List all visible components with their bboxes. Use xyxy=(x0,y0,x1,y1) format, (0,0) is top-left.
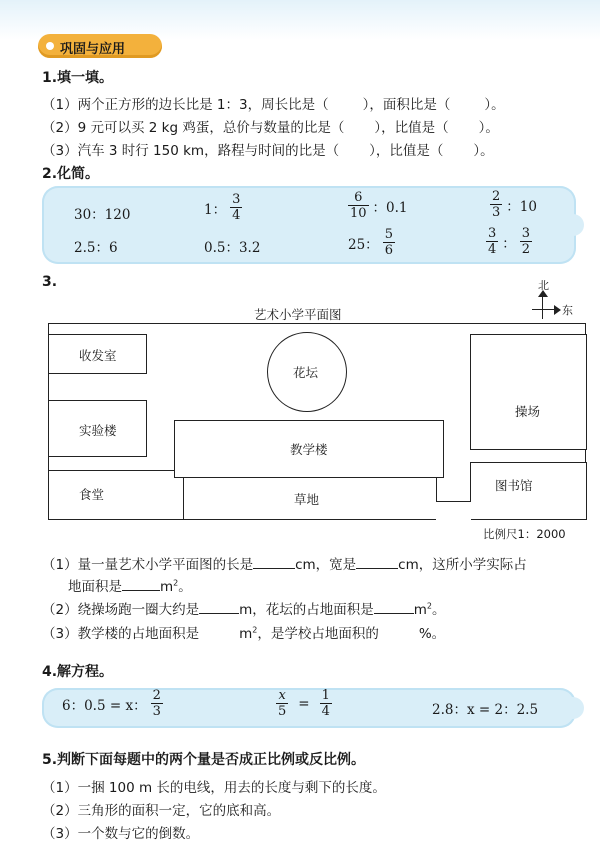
library-step xyxy=(436,501,471,521)
q1-item-text: ），比值是（ xyxy=(374,120,449,136)
q1-item-text: ）。 xyxy=(484,97,505,113)
q3-item-text: cm，这所小学实际占 xyxy=(398,557,527,573)
q3-title: 3. xyxy=(42,274,58,290)
q3-item-text: m，花坛的占地面积是 xyxy=(239,602,374,618)
q1-item-2 xyxy=(42,116,499,136)
q3-item-text: m xyxy=(413,602,427,618)
flower-bed-label: 花坛 xyxy=(293,365,319,380)
q3-item-label: （2） xyxy=(42,602,78,618)
q3-item-1-cont xyxy=(68,575,192,595)
teaching-label: 教学楼 xyxy=(290,442,328,457)
q3-item-text: %。 xyxy=(418,626,446,642)
playground-label: 操场 xyxy=(515,404,541,419)
q2-expr-5: 2.5：6 xyxy=(74,240,118,256)
compass-north-label: 北 xyxy=(538,279,549,292)
q3-item-3 xyxy=(42,622,445,642)
q1-item-1 xyxy=(42,93,505,113)
lawn-area xyxy=(183,477,437,520)
fraction: $\frac{3}{2}$ xyxy=(521,226,531,257)
playground-area xyxy=(470,334,587,450)
school-map xyxy=(48,323,586,519)
teaching-building xyxy=(174,420,444,478)
compass-icon xyxy=(532,281,582,321)
q2-expr-1: 30：120 xyxy=(74,207,131,223)
q1-item-text: 汽车 3 时行 150 km，路程与时间的比是（ xyxy=(77,143,340,159)
q2-expr-7: 25： $\frac{5}{6}$ xyxy=(348,227,393,258)
q5-item-label: （2） xyxy=(42,803,78,819)
q3-item-text: 绕操场跑一圈大约是 xyxy=(77,602,200,618)
fraction: $\frac{1}{4}$ xyxy=(321,688,330,719)
q5-item-text: 三角形的面积一定，它的底和高。 xyxy=(77,803,281,819)
q5-item-2 xyxy=(42,799,280,819)
q3-item-label: （3） xyxy=(42,626,78,642)
answer-blank[interactable] xyxy=(253,568,295,569)
bullet-dot-icon xyxy=(46,42,54,50)
q2-expr-6: 0.5：3.2 xyxy=(204,240,261,256)
q5-item-3 xyxy=(42,822,199,842)
q5-title: 5.判断下面每题中的两个量是否成正比例或反比例。 xyxy=(42,752,366,768)
q1-item-text: 9 元可以买 2 kg 鸡蛋，总价与数量的比是（ xyxy=(77,120,345,136)
q3-item-text: ，是学校占地面积的 xyxy=(257,626,379,642)
q4-equation-1: 6：0.5 = x： $\frac{2}{3}$ xyxy=(62,688,161,719)
q1-item-label: （1） xyxy=(42,97,78,113)
q4-title: 4.解方程。 xyxy=(42,664,114,680)
section-title: 巩固与应用 xyxy=(60,42,126,57)
q3-item-1 xyxy=(42,553,527,573)
q5-item-text: 一捆 100 m 长的电线，用去的长度与剩下的长度。 xyxy=(77,780,386,796)
superscript: 2 xyxy=(252,625,258,635)
fraction: $\frac{5}{6}$ xyxy=(384,227,393,258)
library-label: 图书馆 xyxy=(495,478,533,493)
answer-blank[interactable] xyxy=(356,568,398,569)
answer-blank[interactable] xyxy=(122,590,160,591)
q3-item-text: cm，宽是 xyxy=(295,557,357,573)
q3-item-label: （1） xyxy=(42,557,78,573)
q3-item-text: m xyxy=(160,579,174,595)
q1-item-text: ）。 xyxy=(478,120,499,136)
fraction: $\frac{2}{3}$ xyxy=(492,189,501,220)
q3-item-text: m xyxy=(239,626,253,642)
q1-item-text: ）。 xyxy=(473,143,494,159)
fraction: $\frac{2}{3}$ xyxy=(152,688,161,719)
q3-item-text: 。 xyxy=(432,602,446,618)
q2-expr-4: $\frac{2}{3}$ ：10 xyxy=(492,189,537,220)
lab-building xyxy=(48,400,147,457)
q3-item-text: 。 xyxy=(178,579,192,595)
fraction: $\frac{3}{4}$ xyxy=(232,192,241,223)
q5-item-label: （3） xyxy=(42,826,78,842)
q5-item-text: 一个数与它的倒数。 xyxy=(77,826,200,842)
q5-item-1 xyxy=(42,776,386,796)
q1-item-label: （2） xyxy=(42,120,78,136)
q4-equation-3: 2.8：x = 2：2.5 xyxy=(432,702,539,718)
lawn-label: 草地 xyxy=(294,492,320,507)
canteen-label: 食堂 xyxy=(79,487,105,502)
superscript: 2 xyxy=(173,578,179,588)
q1-item-label: （3） xyxy=(42,143,78,159)
q2-title: 2.化简。 xyxy=(42,166,100,182)
q1-item-text: 两个正方形的边长比是 1：3，周长比是（ xyxy=(77,97,329,113)
map-title: 艺术小学平面图 xyxy=(254,307,342,322)
lab-label: 实验楼 xyxy=(79,423,117,438)
q3-item-text: 地面积是 xyxy=(68,579,122,595)
q5-item-label: （1） xyxy=(42,780,78,796)
section-title-pill xyxy=(38,34,162,58)
fraction: $\frac{3}{4}$ xyxy=(488,226,497,257)
q1-title: 1.填一填。 xyxy=(42,70,114,86)
q1-item-text: ），比值是（ xyxy=(369,143,444,159)
flower-bed-circle xyxy=(267,332,347,412)
map-scale: 比例尺1：2000 xyxy=(483,527,566,541)
q3-item-2 xyxy=(42,598,446,618)
q3-item-text: 教学楼的占地面积是 xyxy=(77,626,200,642)
fraction: $\frac{6}{10}$ xyxy=(350,190,367,221)
q4-equation-2: $\frac{x}{5}$ = $\frac{1}{4}$ xyxy=(278,688,330,719)
superscript: 2 xyxy=(426,601,432,611)
library-building xyxy=(470,462,587,520)
fraction: $\frac{x}{5}$ xyxy=(278,688,287,719)
mailroom-building xyxy=(48,334,147,374)
compass-east-label: 东 xyxy=(562,304,573,317)
q2-expr-3: $\frac{6}{10}$ ：0.1 xyxy=(350,190,408,221)
answer-blank[interactable] xyxy=(199,613,239,614)
q1-item-3 xyxy=(42,139,494,159)
q1-item-text: ），面积比是（ xyxy=(362,97,451,113)
q3-item-text: 量一量艺术小学平面图的长是 xyxy=(77,557,254,573)
q2-expr-2: 1： $\frac{3}{4}$ xyxy=(204,192,241,223)
answer-blank[interactable] xyxy=(374,613,414,614)
q2-expr-8: $\frac{3}{4}$ ： $\frac{3}{2}$ xyxy=(488,226,531,257)
mailroom-label: 收发室 xyxy=(79,348,117,363)
canteen-building xyxy=(48,470,184,520)
